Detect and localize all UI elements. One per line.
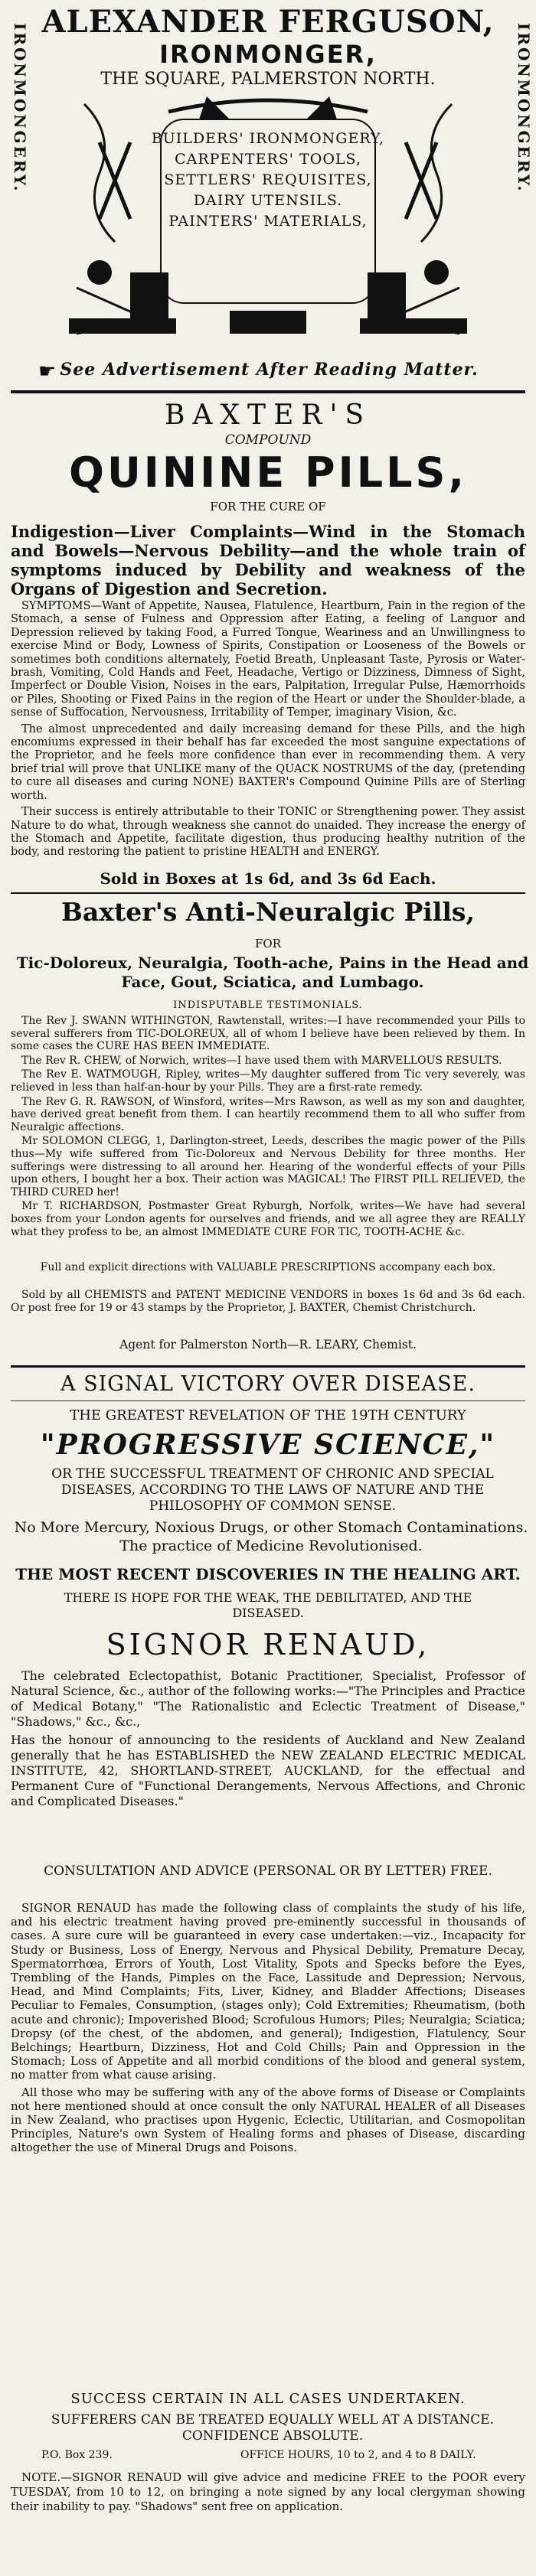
neuralgic-for: FOR [255, 937, 281, 951]
ferguson-items [11, 129, 525, 232]
baxter-indications: Indigestion—Liver Complaints—Wind in the Stomach and Bowels—Nervous Debility—and the whole train of symptoms induced by Debility and weakness of the Organs of Digestion and Secretion. [11, 522, 525, 598]
ferguson-item: CARPENTERS' TOOLS, [175, 151, 361, 168]
renaud-hours: OFFICE HOURS, 10 to 2, and 4 to 8 DAILY. [240, 2449, 476, 2461]
renaud-discoveries: THE MOST RECENT DISCOVERIES IN THE HEALING ART. [15, 1565, 521, 1583]
divider [11, 390, 525, 393]
ferguson-notice-row [38, 360, 513, 383]
baxter-sold: Sold in Boxes at 1s 6d, and 3s 6d Each. [100, 869, 436, 888]
renaud-body1: SIGNOR RENAUD has made the following class of complaints the study of his life, and his electric treatment having proved pre-eminently successful in thousands of cases. A sure cure will be guaranteed in every case undertaken:—viz., Incapacity for Study or Business, Loss of Energy, Nervous and Physical Debility, Premature Decay, Spermatorrhœa, Errors of Youth, Lost Vitality, Spots and Specks before the Eyes, Trembling of the Hands, Pimples on the Face, Lassitude and Depression; Nervous, Head, and Mind Complaints; Fits, Liver, Kidney, and Bladder Affections; Diseases Peculiar to Females, Consumption, (stages only); Cold Extremities; Rheumatism, (both acute and chronic); Impoverished Blood; Scrofulous Humors; Piles; Neuralgia; Sciatica; Dropsy (of the chest, of the abdomen, and general); Indigestion, Flatulency, Sour Belchings; Heartburn, Dizziness, Hot and Cold Chills; Pain and Oppression in the Stomach; Loss of Appetite and all morbid conditions of the blood and general system, no matter from what cause arising. [11, 1901, 525, 2082]
renaud-success: SUCCESS CERTAIN IN ALL CASES UNDERTAKEN. [70, 2391, 466, 2407]
renaud-revelation: THE GREATEST REVELATION OF THE 19TH CENTURY [70, 1407, 466, 1423]
renaud-no-mercury: No More Mercury, Noxious Drugs, or other Stomach Contaminations. The practice of Medicine Revolutionised. [14, 1519, 528, 1554]
neuralgic-title-text: Baxter's Anti-Neuralgic Pills, [61, 897, 475, 927]
baxter-brand: BAXTER'S [164, 399, 372, 431]
baxter-body [11, 600, 525, 859]
renaud-hope: THERE IS HOPE FOR THE WEAK, THE DEBILITATED, AND THE DISEASED. [64, 1590, 472, 1620]
renaud-name: SIGNOR RENAUD, [106, 1628, 430, 1661]
testimonial: The Rev E. WATMOUGH, Ripley, writes—My daughter suffered from Tic very severely, was relieved in less than half-an-hour by your Pills. They are a first-rate remedy. [11, 1068, 525, 1094]
renaud-announce: Has the honour of announcing to the residents of Auckland and New Zealand generally that he has ESTABLISHED the NEW ZEALAND ELECTRIC MEDICAL INSTITUTE, 42, SHORTLAND-STREET, AUCKLAND, for the effectual and Permanent Cure of "Functional Derangements, Nervous Affections, and Chronic and Complicated Diseases." [11, 1733, 525, 1808]
ferguson-item: PAINTERS' MATERIALS, [168, 213, 368, 230]
renaud-intro-block [11, 1668, 525, 1809]
renaud-body2: All those who may be suffering with any of the above forms of Disease or Complaints not here mentioned should at once consult the only NATURAL HEALER of all Diseases in New Zealand, who practises upon Hygenic, Eclectic, Utilitarian, and Cosmopolitan Principles, Nature's own System of Healing forms and phases of Disease, discarding altogether the use of Mineral Drugs and Poisons. [11, 2085, 525, 2155]
renaud-body [11, 1901, 525, 2155]
renaud-progressive: "PROGRESSIVE SCIENCE," [40, 1429, 496, 1461]
ferguson-trade: IRONMONGER, [159, 40, 377, 69]
renaud-contact-row [11, 2449, 525, 2464]
ferguson-item: BUILDERS' IRONMONGERY, [151, 130, 385, 147]
renaud-consult: CONSULTATION AND ADVICE (PERSONAL OR BY LETTER) FREE. [44, 1864, 492, 1879]
neuralgic-conditions: Tic-Doloreux, Neuralgia, Tooth-ache, Pains in the Head and Face, Gout, Sciatica, and Lumbago. [16, 954, 529, 991]
neuralgic-testimonials [11, 1015, 525, 1238]
pointing-hand-icon: ☛ [38, 360, 57, 383]
side-label-right: IRONMONGERY. [515, 23, 533, 194]
baxter-success: Their success is entirely attributable to their TONIC or Strengthening power. They assist Nature to do what, through weakness she cannot do unaided. They increase the energy of the Stomach and Appetite, facilitate digestion, thus producing healthy nutrition of the body, and restoring the patient to pristine HEALTH and ENERGY. [11, 806, 525, 859]
renaud-note: NOTE.—SIGNOR RENAUD will give advice and medicine FREE to the POOR every TUESDAY, from 10 to 12, on bringing a note signed by any local clergyman showing their inability to pay. "Shadows" sent free on application. [11, 2470, 525, 2513]
ferguson-address: THE SQUARE, PALMERSTON NORTH. [100, 70, 436, 89]
testimonial: The Rev G. R. RAWSON, of Winsford, writes—Mrs Rawson, as well as my son and daughter, have derived great benefit from them. I can heartily recommend them to all who suffer from Neuralgic affections. [11, 1095, 525, 1133]
renaud-intro: The celebrated Eclectopathist, Botanic Practitioner, Specialist, Professor of Natural Science, &c., author of the following works:—"The Principles and Practice of Medical Botany," "The Rationalistic and Eclectic Treatment of Disease," "Shadows," &c., &c., [11, 1668, 525, 1729]
renaud-po-box: P.O. Box 239. [41, 2449, 113, 2461]
divider [11, 1400, 525, 1401]
baxter-demand: The almost unprecedented and daily increasing demand for these Pills, and the high encomiums expressed in their behalf has far exceeded the most sanguine expectations of the Proprietor, and he feels more confidence than ever in recommending them. A very brief trial will prove that UNLIKE many of the QUACK NOSTRUMS of the day, (pretending to cure all diseases and curing NONE) BAXTER's Compound Quinine Pills are of Sterling worth. [11, 722, 525, 802]
baxter-compound: COMPOUND [224, 432, 312, 448]
neuralgic-sold-by: Sold by all CHEMISTS and PATENT MEDICINE VENDORS in boxes 1s 6d and 3s 6d each. Or post free for 19 or 43 stamps by the Proprietor, J. BAXTER, Chemist Christchurch. [11, 1289, 525, 1314]
neuralgic-agent: Agent for Palmerston North—R. LEARY, Chemist. [119, 1338, 417, 1352]
ferguson-item: SETTLERS' REQUISITES, [164, 171, 372, 188]
ferguson-name: ALEXANDER FERGUSON, [41, 4, 495, 40]
neuralgic-testimonials-head: INDISPUTABLE TESTIMONIALS. [173, 999, 363, 1011]
baxter-symptoms: SYMPTOMS—Want of Appetite, Nausea, Flatulence, Heartburn, Pain in the region of the Stomach, a sense of Fulness and Oppression after Eating, a feeling of Languor and Depression relieved by taking Food, a Furred Tongue, Weariness and an Unwillingness to exercise Mind or Body, Lowness of Spirits, Constipation or Looseness of the Bowels or sometimes both conditions alternately, Foetid Breath, Unpleasant Taste, Pyrosis or Water-brash, Vomiting, Cold Hands and Feet, Headache, Vertigo or Dizziness, Dimness of Sight, Imperfect or Double Vision, Noises in the ears, Palpitation, Irregular Pulse, Hæmorrhoids or Piles, Shooting or Fixed Pains in the region of the Heart or under the Shoulder-blade, a sense of Suffocation, Nervousness, Irritability of Temper, imaginary Vision, &c. [11, 600, 525, 719]
renaud-victory: A SIGNAL VICTORY OVER DISEASE. [60, 1372, 476, 1396]
ferguson-item: DAIRY UTENSILS. [193, 192, 343, 209]
baxter-header [11, 399, 525, 514]
testimonial: Mr T. RICHARDSON, Postmaster Great Ryburgh, Norfolk, writes—We have had several boxes from your London agents for ourselves and friends, and we all agree they are REALLY what they profess to be, an almost IMMEDIATE CURE FOR TIC, TOOTH-ACHE &c. [11, 1200, 525, 1238]
baxter-for-cure: FOR THE CURE OF [210, 500, 326, 514]
baxter-product: QUININE PILLS, [69, 448, 467, 497]
neuralgic-directions: Full and explicit directions with VALUABLE PRESCRIPTIONS accompany each box. [40, 1261, 496, 1273]
renaud-distance: SUFFERERS CAN BE TREATED EQUALLY WELL AT A DISTANCE. CONFIDENCE ABSOLUTE. [51, 2412, 495, 2444]
divider [11, 892, 525, 894]
renaud-treatment: OR THE SUCCESSFUL TREATMENT OF CHRONIC AND SPECIAL DISEASES, ACCORDING TO THE LAWS OF NATURE AND THE PHILOSOPHY OF COMMON SENSE. [51, 1466, 494, 1514]
testimonial: Mr SOLOMON CLEGG, 1, Darlington-street, Leeds, describes the magic power of the Pills thus—My wife suffered from Tic-Doloreux and Nervous Debility for three months. Her sufferings were distressing to all around her. Hearing of the wonderful effects of your Pills upon others, I bought her a box. Their action was MAGICAL! The FIRST PILL RELIEVED, the THIRD CURED her! [11, 1135, 525, 1198]
testimonial: The Rev J. SWANN WITHINGTON, Rawtenstall, writes:—I have recommended your Pills to several sufferers from TIC-DOLOREUX, all of whom I believe have been relieved by them. In some cases the CURE HAS BEEN IMMEDIATE. [11, 1015, 525, 1053]
side-label-left: IRONMONGERY. [11, 23, 29, 194]
ferguson-header [11, 5, 525, 90]
ferguson-notice: See Advertisement After Reading Matter. [60, 360, 479, 380]
divider [11, 1365, 525, 1368]
testimonial: The Rev R. CHEW, of Norwich, writes—I have used them with MARVELLOUS RESULTS. [21, 1054, 502, 1067]
